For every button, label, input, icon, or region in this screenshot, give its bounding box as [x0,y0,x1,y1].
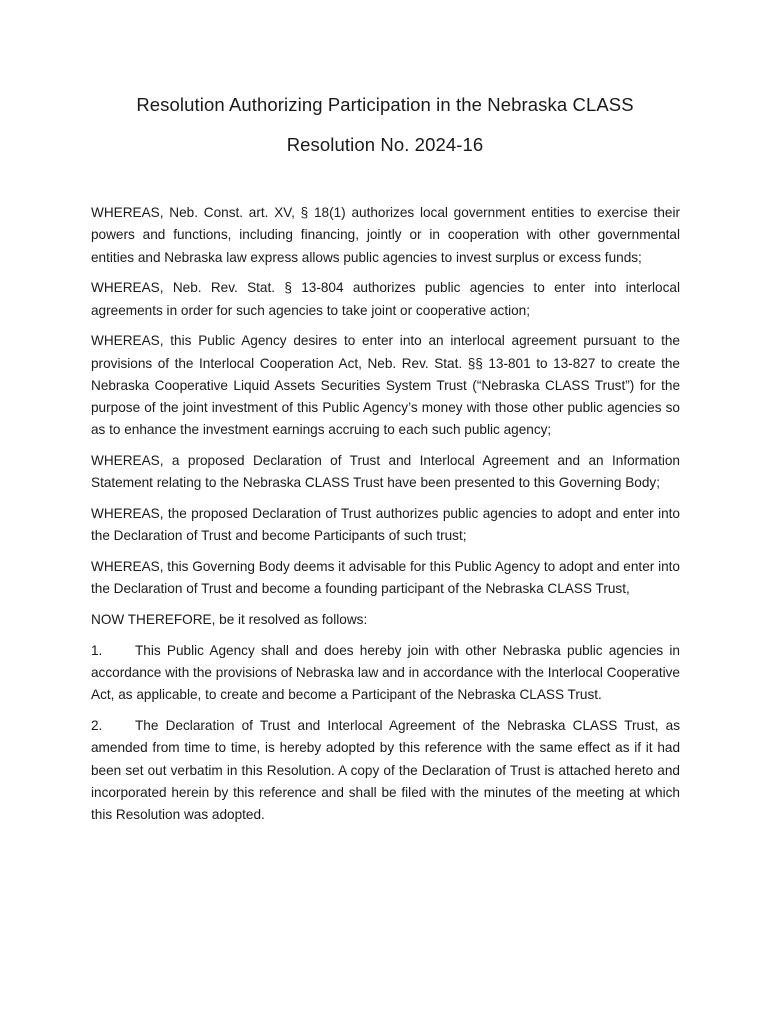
item-text: The Declaration of Trust and Interlocal Agreement of the Nebraska CLASS Trust, as amended from time to time, is hereby adopted by this reference with the same effect as if it had been set out verbatim in this Resolution. A copy of the Declaration of Trust is attached hereto and incorporated herein by this reference and shall be filed with the minutes of the meeting at which this Resolution was adopted. [91,718,680,823]
whereas-paragraph-1: WHEREAS, Neb. Const. art. XV, § 18(1) authorizes local government entities to exercise their powers and functions, including financing, jointly or in cooperation with other governmental entities and Nebraska law express allows public agencies to invest surplus or excess funds; [91,205,680,265]
resolved-clause: NOW THEREFORE, be it resolved as follows: [91,612,368,628]
numbered-item-2 [91,715,680,826]
item-text: This Public Agency shall and does hereby join with other Nebraska public agencies in accordance with the provisions of Nebraska law and in accordance with the Interlocal Cooperative Act, as applicable, to create and become a Participant of the Nebraska CLASS Trust. [91,642,680,703]
whereas-paragraph-3: WHEREAS, this Public Agency desires to enter into an interlocal agreement pursuant to the provisions of the Interlocal Cooperation Act, Neb. Rev. Stat. §§ 13-801 to 13-827 to create the Nebraska Cooperative Liquid Assets Securities System Trust (“Nebraska CLASS Trust”) for the purpose of the joint investment of this Public Agency’s money with those other public agencies so as to enhance the investment earnings accruing to each such public agency; [91,333,680,438]
document-title: Resolution Authorizing Participation in the Nebraska CLASS [136,94,634,115]
whereas-paragraph-6: WHEREAS, this Governing Body deems it advisable for this Public Agency to adopt and enter into the Declaration of Trust and become a founding participant of the Nebraska CLASS Trust, [91,559,680,597]
whereas-paragraph-2: WHEREAS, Neb. Rev. Stat. § 13-804 authorizes public agencies to enter into interlocal agreements in order for such agencies to take joint or cooperative action; [91,280,680,318]
numbered-item-1 [91,640,680,707]
resolution-number: Resolution No. 2024-16 [286,134,484,155]
whereas-paragraph-4: WHEREAS, a proposed Declaration of Trust and Interlocal Agreement and an Information Statement relating to the Nebraska CLASS Trust have been presented to this Governing Body; [91,453,680,491]
item-number: 2. [91,718,103,734]
whereas-paragraph-5: WHEREAS, the proposed Declaration of Trust authorizes public agencies to adopt and enter into the Declaration of Trust and become Participants of such trust; [91,506,680,544]
item-number: 1. [91,642,103,658]
document-body [91,202,680,835]
